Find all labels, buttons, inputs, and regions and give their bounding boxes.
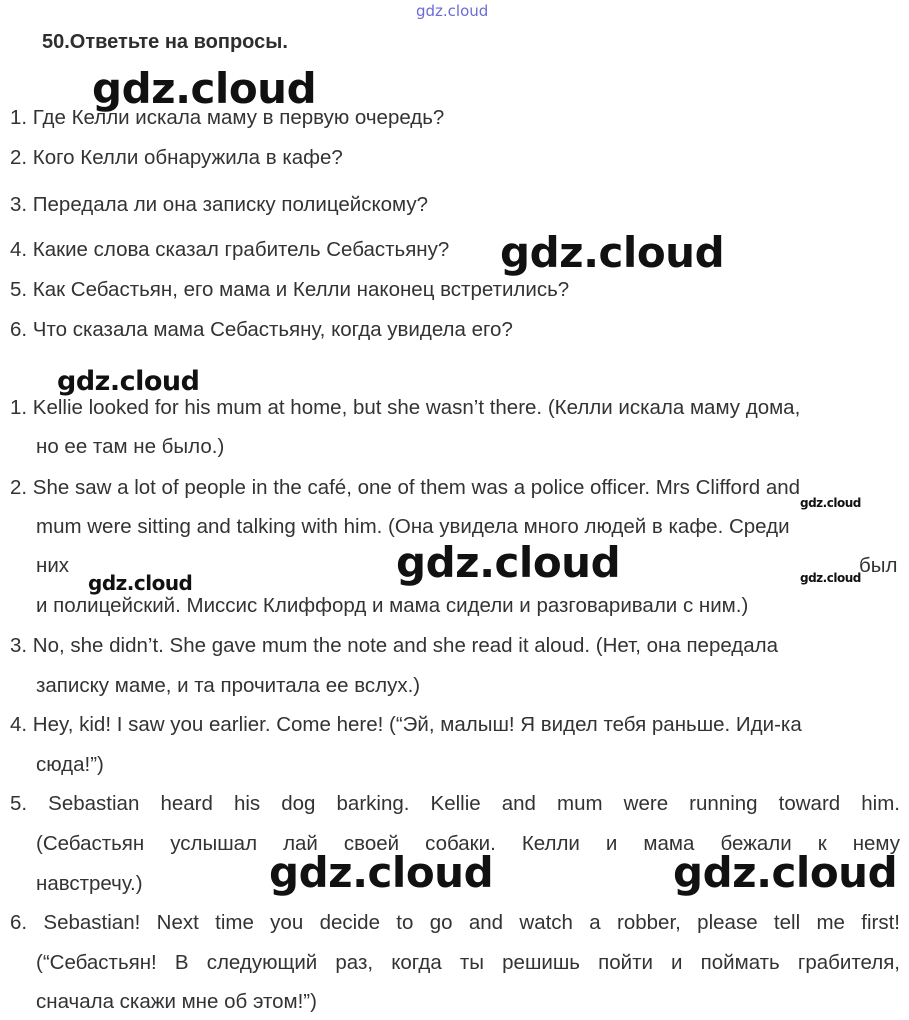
answer-4-line-1: 4. Hey, kid! I saw you earlier. Come here! (“Эй, малыш! Я видел тебя раньше. Иди-ка bbox=[10, 713, 802, 736]
answer-2-line-1: 2. She saw a lot of people in the café, one of them was a police officer. Mrs Clifford and bbox=[10, 476, 801, 499]
question-4: 4. Какие слова сказал грабитель Себастьяну? bbox=[10, 238, 450, 261]
watermark: gdz.cloud bbox=[500, 228, 725, 277]
answer-3-line-2: записку маме, и та прочитала ее вслух.) bbox=[36, 674, 421, 697]
answer-6-line-1: 6. Sebastian! Next time you decide to go and watch a robber, please tell me first! bbox=[10, 911, 900, 934]
exercise-title: 50.Ответьте на вопросы. bbox=[42, 31, 288, 53]
answer-4-line-2: сюда!”) bbox=[36, 753, 104, 776]
answer-6-line-3: сначала скажи мне об этом!”) bbox=[36, 990, 317, 1013]
answer-6-line-2: (“Себастьян! В следующий раз, когда ты решишь пойти и поймать грабителя, bbox=[36, 951, 900, 974]
answer-1-line-2: но ее там не было.) bbox=[36, 435, 225, 458]
answer-2-line-3a: них bbox=[36, 554, 70, 577]
watermark: gdz.cloud bbox=[800, 496, 861, 510]
watermark: gdz.cloud bbox=[88, 571, 193, 595]
watermark: gdz.cloud bbox=[800, 571, 861, 585]
watermark: gdz.cloud bbox=[92, 64, 317, 113]
answer-5-line-1: 5. Sebastian heard his dog barking. Kellie and mum were running toward him. bbox=[10, 792, 900, 815]
answer-2-line-3b: был bbox=[859, 554, 898, 577]
answer-2-line-4: и полицейский. Миссис Клиффорд и мама сидели и разговаривали с ним.) bbox=[36, 594, 749, 617]
watermark: gdz.cloud bbox=[396, 538, 621, 587]
answer-2-line-2: mum were sitting and talking with him. (Она увидела много людей в кафе. Среди bbox=[36, 515, 790, 538]
watermark: gdz.cloud bbox=[673, 848, 898, 897]
answer-3-line-1: 3. No, she didn’t. She gave mum the note and she read it aloud. (Нет, она передала bbox=[10, 634, 779, 657]
answer-5-line-2: (Себастьян услышал лай своей собаки. Келли и мама бежали к нему bbox=[36, 832, 900, 855]
question-2: 2. Кого Келли обнаружила в кафе? bbox=[10, 146, 343, 169]
question-5: 5. Как Себастьян, его мама и Келли наконец встретились? bbox=[10, 278, 570, 301]
answer-1-line-1: 1. Kellie looked for his mum at home, but she wasn’t there. (Келли искала маму дома, bbox=[10, 396, 801, 419]
answer-5-line-3: навстречу.) bbox=[36, 872, 143, 895]
question-3: 3. Передала ли она записку полицейскому? bbox=[10, 193, 429, 216]
watermark-top: gdz.cloud bbox=[416, 2, 489, 20]
watermark: gdz.cloud bbox=[57, 366, 200, 397]
question-1: 1. Где Келли искала маму в первую очередь? bbox=[10, 106, 445, 129]
watermark: gdz.cloud bbox=[269, 848, 494, 897]
question-6: 6. Что сказала мама Себастьяну, когда увидела его? bbox=[10, 318, 513, 341]
